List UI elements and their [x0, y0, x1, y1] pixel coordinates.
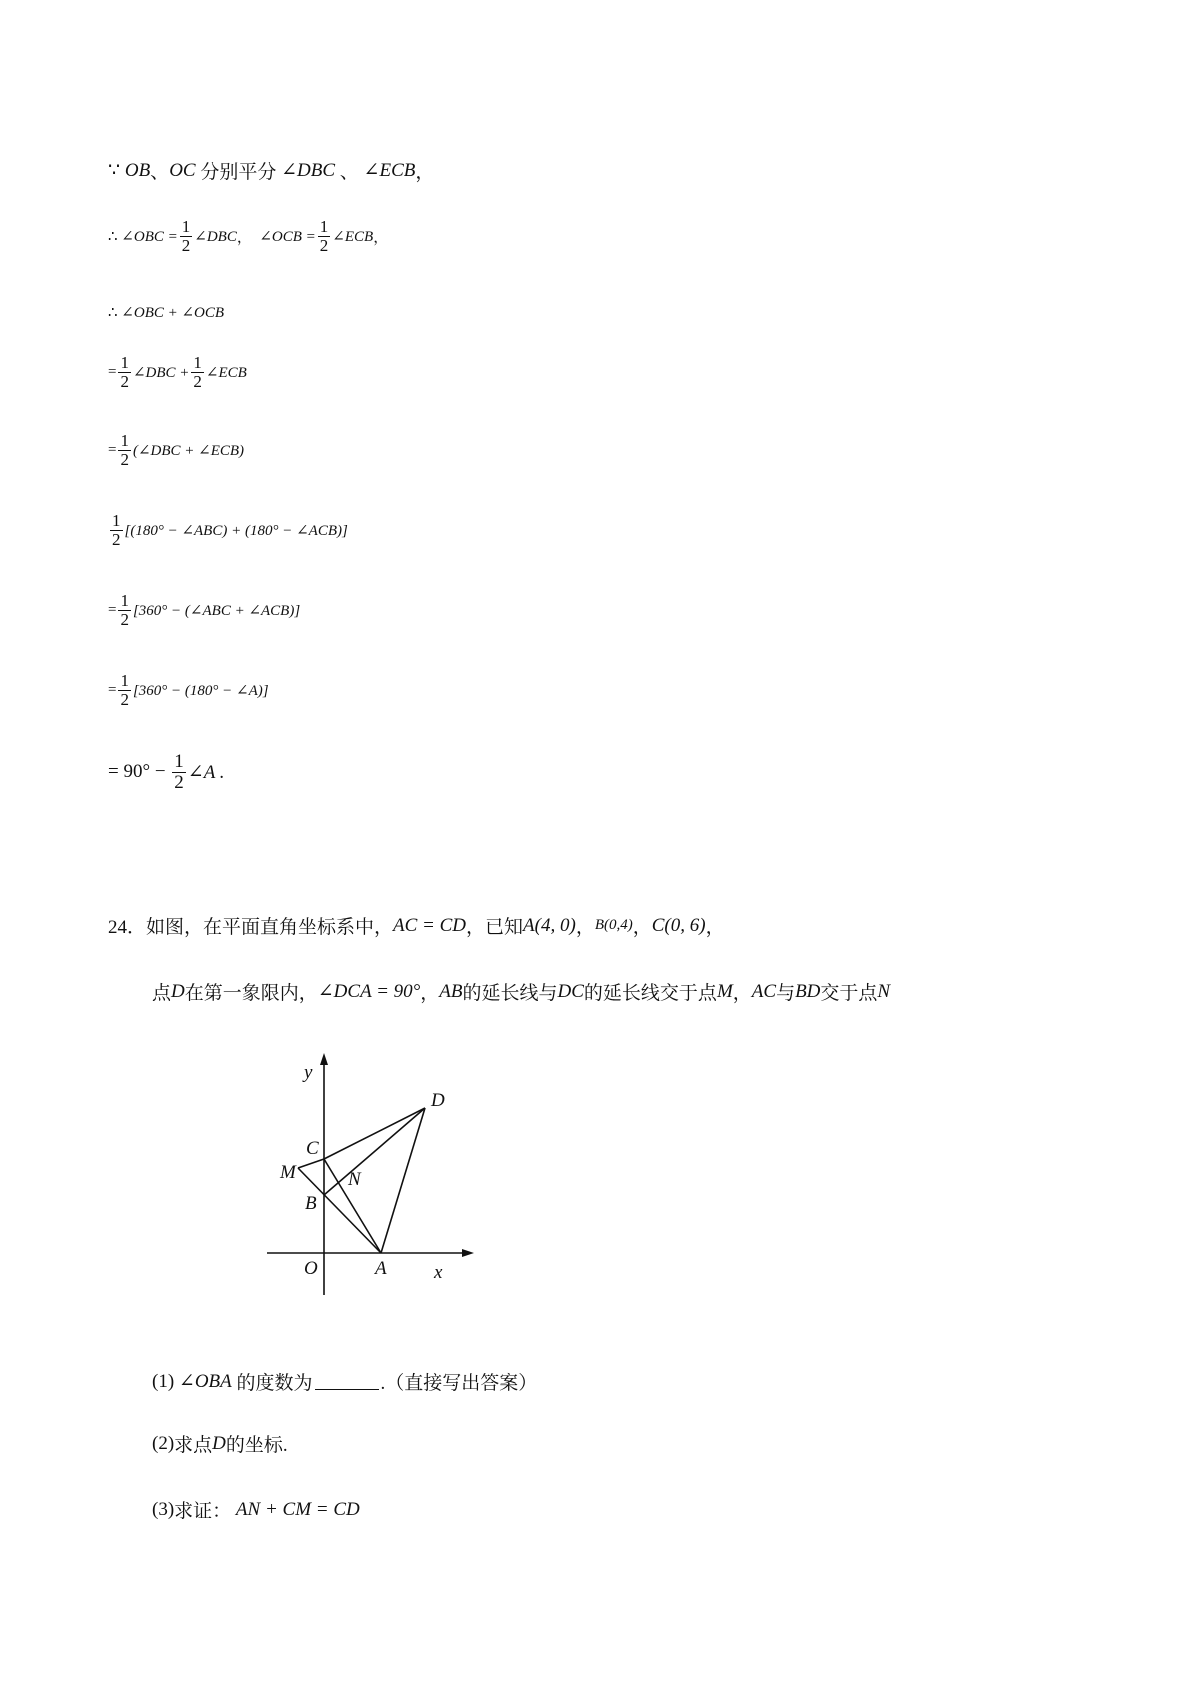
fraction-half: $\frac{1}{2}$	[120, 591, 129, 629]
answer-blank[interactable]	[315, 1373, 379, 1390]
coordinate-figure	[262, 1050, 482, 1300]
label-D: D	[431, 1090, 445, 1111]
question-number: 24．	[108, 917, 147, 938]
part-1: (1) ∠OBA 的度数为 .（直接写出答案）	[152, 1370, 538, 1394]
proof-line-3: ∴ ∠OBC + ∠OCB	[108, 305, 225, 321]
proof-line-2: ∴ ∠OBC = $\frac{1}{2}$ ∠DBC ， ∠OCB = $\frac{1}{2}$ ∠ECB ，	[108, 217, 389, 255]
fraction-half: $\frac{1}{2}$	[174, 751, 184, 793]
segment-MC	[298, 1159, 324, 1168]
y-axis-arrow	[320, 1053, 328, 1065]
label-M: M	[280, 1162, 296, 1183]
label-N: N	[348, 1169, 361, 1190]
fraction-half: $\frac{1}{2}$	[120, 353, 129, 391]
proof-line-5: = $\frac{1}{2}$ (∠DBC + ∠ECB)	[108, 431, 245, 469]
label-A: A	[375, 1258, 387, 1279]
fraction-half: $\frac{1}{2}$	[319, 217, 329, 255]
proof-line-7: = $\frac{1}{2}$ [360° − (∠ABC + ∠ACB)]	[108, 591, 301, 629]
label-O: O	[304, 1258, 318, 1279]
question-24-line-1: 24． 如图，在平面直角坐标系中， AC = CD ，已知 A(4, 0) ， B(0,4) ， C(0, 6) ，	[108, 912, 725, 939]
fraction-half: $\frac{1}{2}$	[120, 671, 129, 709]
proof-line-9: = 90° − $\frac{1}{2}$ ∠A .	[108, 751, 225, 793]
proof-line-6: $\frac{1}{2}$ [(180° − ∠ABC) + (180° − ∠ACB)]	[112, 511, 348, 549]
fraction-half: $\frac{1}{2}$	[120, 431, 129, 469]
label-x: x	[434, 1262, 443, 1283]
part-2: (2) 求点 D 的坐标.	[152, 1432, 288, 1456]
proof-line-4: = $\frac{1}{2}$ ∠DBC + $\frac{1}{2}$ ∠ECB	[108, 353, 247, 391]
proof-line-8: = $\frac{1}{2}$ [360° − (180° − ∠A)]	[108, 671, 269, 709]
question-24-line-2: 点 D 在第一象限内， ∠DCA = 90° ， AB 的延长线与 DC 的延长线交于点 M ， AC 与 BD 交于点 N	[152, 980, 891, 1004]
segment-DA	[381, 1108, 425, 1253]
label-y: y	[304, 1062, 313, 1083]
label-B: B	[305, 1193, 317, 1214]
fraction-half: $\frac{1}{2}$	[112, 511, 121, 549]
label-C: C	[306, 1138, 319, 1159]
fraction-half: $\frac{1}{2}$	[193, 353, 202, 391]
x-axis-arrow	[462, 1249, 474, 1257]
proof-line-1: ∵ OB 、 OC 分别平分 ∠DBC 、 ∠ECB ，	[108, 159, 435, 183]
part-3: (3) 求证： AN + CM = CD	[152, 1498, 360, 1522]
fraction-half: $\frac{1}{2}$	[181, 217, 191, 255]
